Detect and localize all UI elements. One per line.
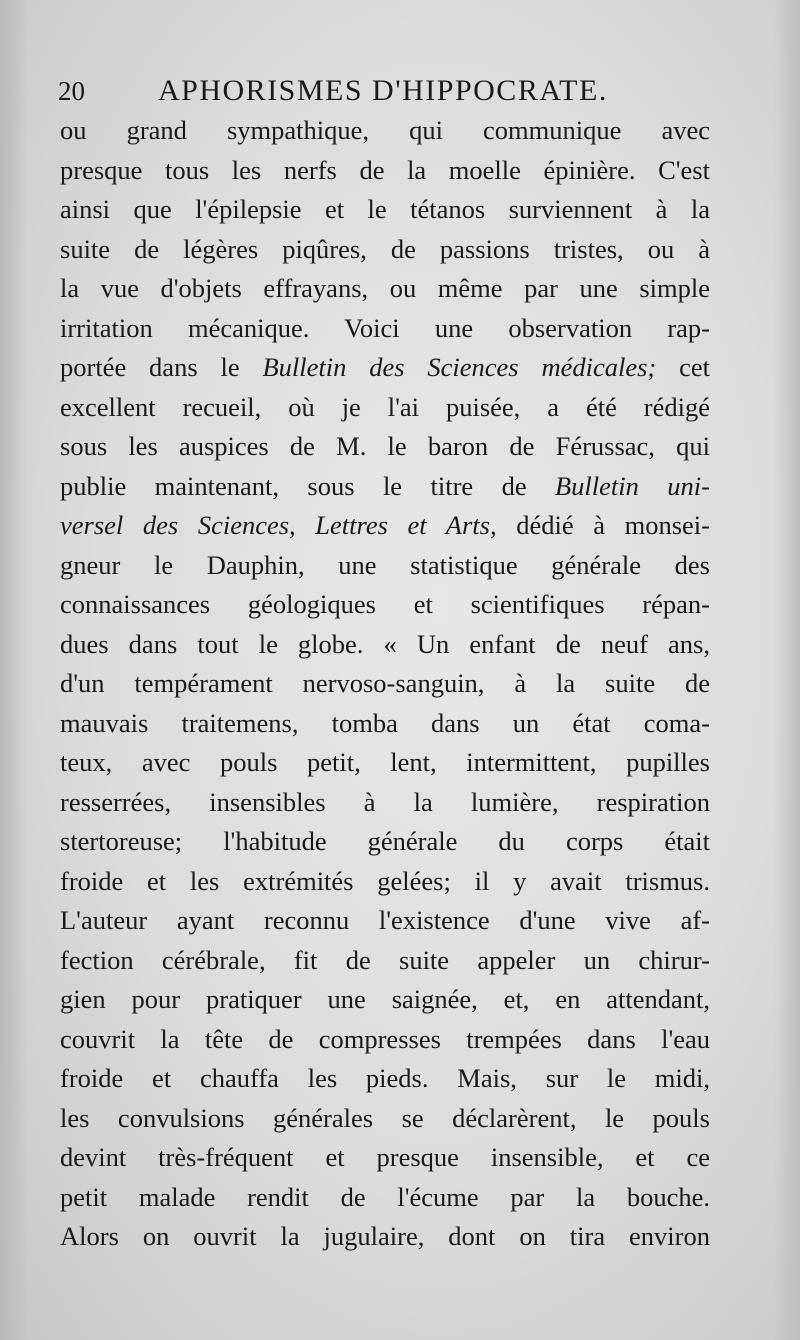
- text-line: portée dans le Bulletin des Sciences médicales; cet: [60, 352, 711, 382]
- text-line: dues dans tout le globe. « Un enfant de neuf ans,: [60, 628, 710, 659]
- page-shadow-left: [0, 0, 28, 1340]
- italic-title: Bulletin uni-: [555, 470, 710, 501]
- text-line: Alors on ouvrit la jugulaire, dont on tira environ: [60, 1221, 710, 1251]
- text-line: froide et les extrémités gelées; il y avait trismus.: [60, 865, 710, 896]
- text-line: teux, avec pouls petit, lent, intermittent, pupilles: [60, 747, 710, 777]
- text-line: gneur le Dauphin, une statistique générale des: [60, 549, 710, 580]
- text-line: L'auteur ayant reconnu l'existence d'une vive af-: [60, 905, 710, 935]
- running-title: APHORISMES D'HIPPOCRATE.: [158, 74, 608, 107]
- text-line: d'un tempérament nervoso-sanguin, à la suite de: [60, 668, 710, 698]
- text-line: versel des Sciences, Lettres et Arts, dédié à monsei-: [60, 510, 710, 540]
- text-line: stertoreuse; l'habitude générale du corps était: [60, 826, 710, 856]
- text-line: mauvais traitemens, tomba dans un état coma-: [60, 707, 710, 738]
- text-line: ou grand sympathique, qui communique avec: [60, 115, 710, 145]
- text-line: petit malade rendit de l'écume par la bouche.: [60, 1181, 710, 1212]
- text-line: excellent recueil, où je l'ai puisée, a été rédigé: [60, 391, 710, 422]
- italic-title: Bulletin des Sciences médicales;: [262, 352, 657, 382]
- text-line: froide et chauffa les pieds. Mais, sur le midi,: [60, 1063, 710, 1093]
- text-line: fection cérébrale, fit de suite appeler un chirur-: [60, 944, 710, 975]
- page-header: [58, 74, 738, 114]
- text-line: les convulsions générales se déclarèrent, le pouls: [60, 1102, 710, 1133]
- text-line: irritation mécanique. Voici une observation rap-: [60, 312, 710, 343]
- text-line: connaissances géologiques et scientifiques répan-: [60, 589, 710, 619]
- text-line: publie maintenant, sous le titre de Bulletin uni-: [60, 470, 710, 501]
- text-line: gien pour pratiquer une saignée, et, en attendant,: [60, 984, 710, 1014]
- text-line: resserrées, insensibles à la lumière, respiration: [60, 786, 710, 817]
- page-shadow-right: [774, 0, 800, 1340]
- body-text: [60, 111, 710, 1257]
- text-line: suite de légères piqûres, de passions tristes, ou à: [60, 233, 710, 264]
- text-line: sous les auspices de M. le baron de Férussac, qui: [60, 431, 710, 461]
- text-line: ainsi que l'épilepsie et le tétanos surviennent à la: [60, 194, 710, 224]
- text-line: la vue d'objets effrayans, ou même par une simple: [60, 273, 710, 303]
- text-line: couvrit la tête de compresses trempées dans l'eau: [60, 1023, 710, 1054]
- text-line: presque tous les nerfs de la moelle épinière. C'est: [60, 154, 710, 185]
- italic-title: versel des Sciences, Lettres et Arts,: [60, 510, 497, 540]
- page-number: 20: [58, 76, 85, 106]
- text-line: devint très-fréquent et presque insensible, et ce: [60, 1142, 710, 1172]
